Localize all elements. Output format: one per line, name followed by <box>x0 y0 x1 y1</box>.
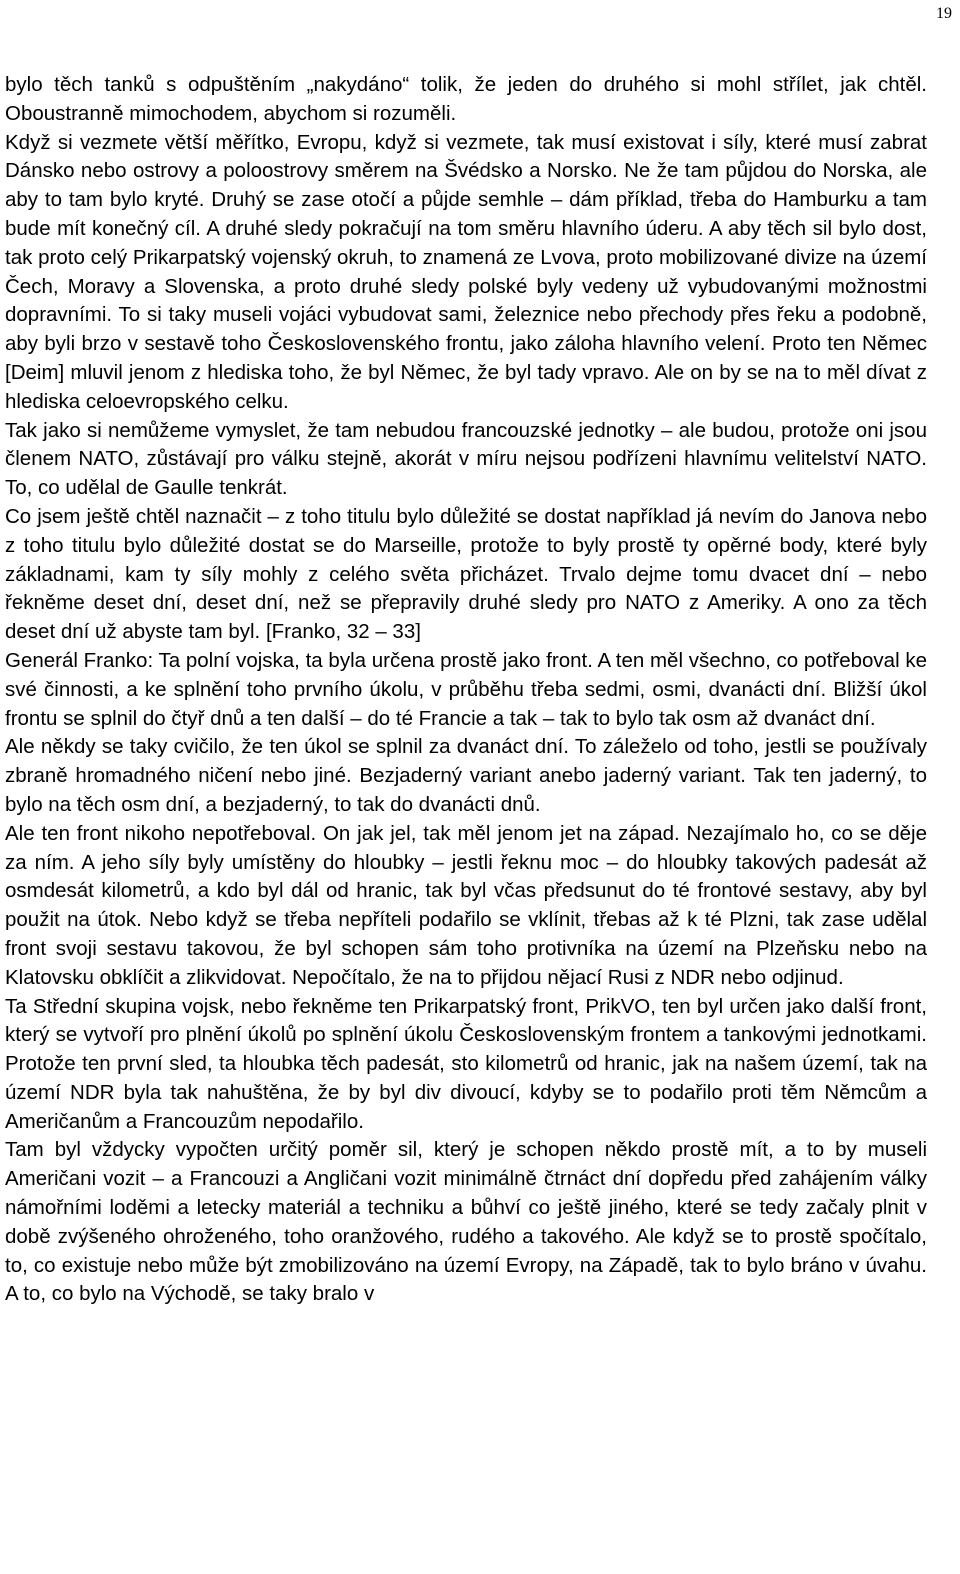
paragraph: Tam byl vždycky vypočten určitý poměr sil, který je schopen někdo prostě mít, a to by museli Američani vozit – a Francouzi a Angličani vozit minimálně čtrnáct dní dopředu před zahájením války námořními loděmi a letecky materiál a techniku a bůhví co ještě jiného, které se tedy začaly plnit v době zvýšeného ohroženého, toho oranžového, rudého a takového. Ale když se to prostě spočítalo, to, co existuje nebo může být zmobilizováno na území Evropy, na Západě, tak to bylo bráno v úvahu. A to, co bylo na Východě, se taky bralo v <box>5 1138 927 1306</box>
paragraph: bylo těch tanků s odpuštěním „nakydáno“ tolik, že jeden do druhého si mohl střílet, jak chtěl. Oboustranně mimochodem, abychom si rozuměli. <box>5 73 927 125</box>
paragraph: Tak jako si nemůžeme vymyslet, že tam nebudou francouzské jednotky – ale budou, protože oni jsou členem NATO, zůstávají pro válku stejně, akorát v míru nejsou podřízeni hlavnímu velitelství NATO. To, co udělal de Gaulle tenkrát. <box>5 418 927 500</box>
paragraph: Generál Franko: Ta polní vojska, ta byla určena prostě jako front. A ten měl všechno, co potřeboval ke své činnosti, a ke splnění toho prvního úkolu, v průběhu třeba sedmi, osmi, dvanácti dní. Bližší úkol frontu se splnil do čtyř dnů a ten další – do té Francie a tak – tak to bylo tak osm až dvanáct dní. <box>5 648 927 730</box>
paragraph: Co jsem ještě chtěl naznačit – z toho titulu bylo důležité se dostat například já nevím do Janova nebo z toho titulu bylo důležité dostat se do Marseille, protože to byly prostě ty opěrné body, které byly základnami, kam ty síly mohly z celého světa přicházet. Trvalo dejme tomu dvacet dní – nebo řekněme deset dní, deset dní, než se přepravily druhé sledy pro NATO z Ameriky. A ono za těch deset dní už abyste tam byl. [Franko, 32 – 33] <box>5 504 927 644</box>
paragraph: Když si vezmete větší měřítko, Evropu, když si vezmete, tak musí existovat i síly, které musí zabrat Dánsko nebo ostrovy a poloostrovy směrem na Švédsko a Norsko. Ne že tam půjdou do Norska, ale aby to tam bylo kryté. Druhý se zase otočí a půjde semhle – dám příklad, třeba do Hamburku a tam bude mít konečný cíl. A druhé sledy pokračují na tom směru hlavního úderu. A aby těch sil bylo dost, tak proto celý Prikarpatský vojenský okruh, to znamená ze Lvova, proto mobilizované divize na území Čech, Moravy a Slovenska, a proto druhé sledy polské byly vedeny už vybudovanými možnostmi dopravními. To si taky museli vojáci vybudovat sami, železnice nebo přechody přes řeku a podobně, aby byli brzo v sestavě toho Československého frontu, jako záloha hlavního velení. Proto ten Němec [Deim] mluvil jenom z hlediska toho, že byl Němec, že byl tady vpravo. Ale on by se na to měl dívat z hlediska celoevropského celku. <box>5 130 927 413</box>
document-body <box>5 71 927 1309</box>
paragraph: Ale někdy se taky cvičilo, že ten úkol se splnil za dvanáct dní. To záleželo od toho, jestli se používaly zbraně hromadného ničení nebo jiné. Bezjaderný variant anebo jaderný variant. Tak ten jaderný, to bylo na těch osm dní, a bezjaderný, to tak do dvanácti dnů. <box>5 735 927 816</box>
page-number: 19 <box>936 5 952 22</box>
paragraph: Ale ten front nikoho nepotřeboval. On jak jel, tak měl jenom jet na západ. Nezajímalo ho, co se děje za ním. A jeho síly byly umístěny do hloubky – jestli řeknu moc – do hloubky takových padesát až osmdesát kilometrů, a kdo byl dál od hranic, tak byl včas předsunut do té frontové sestavy, aby byl použit na útok. Nebo když se třeba nepříteli podařilo se vklínit, třebas až k té Plzni, tak zase udělal front svoji sestavu takovou, že byl schopen sám toho protivníka na území na Plzeňsku nebo na Klatovsku obklíčit a zlikvidovat. Nepočítalo, že na to přijdou nějací Rusi z NDR nebo odjinud. <box>5 821 927 989</box>
paragraph: Ta Střední skupina vojsk, nebo řekněme ten Prikarpatský front, PrikVO, ten byl určen jako další front, který se vytvoří pro plnění úkolů po splnění úkolu Československým frontem a tankovými jednotkami. Protože ten první sled, ta hloubka těch padesát, sto kilometrů od hranic, jak na našem území, tak na území NDR byla tak nahuštěna, že by byl div divoucí, kdyby se to podařilo proti těm Němcům a Američanům a Francouzům nepodařilo. <box>5 994 927 1133</box>
